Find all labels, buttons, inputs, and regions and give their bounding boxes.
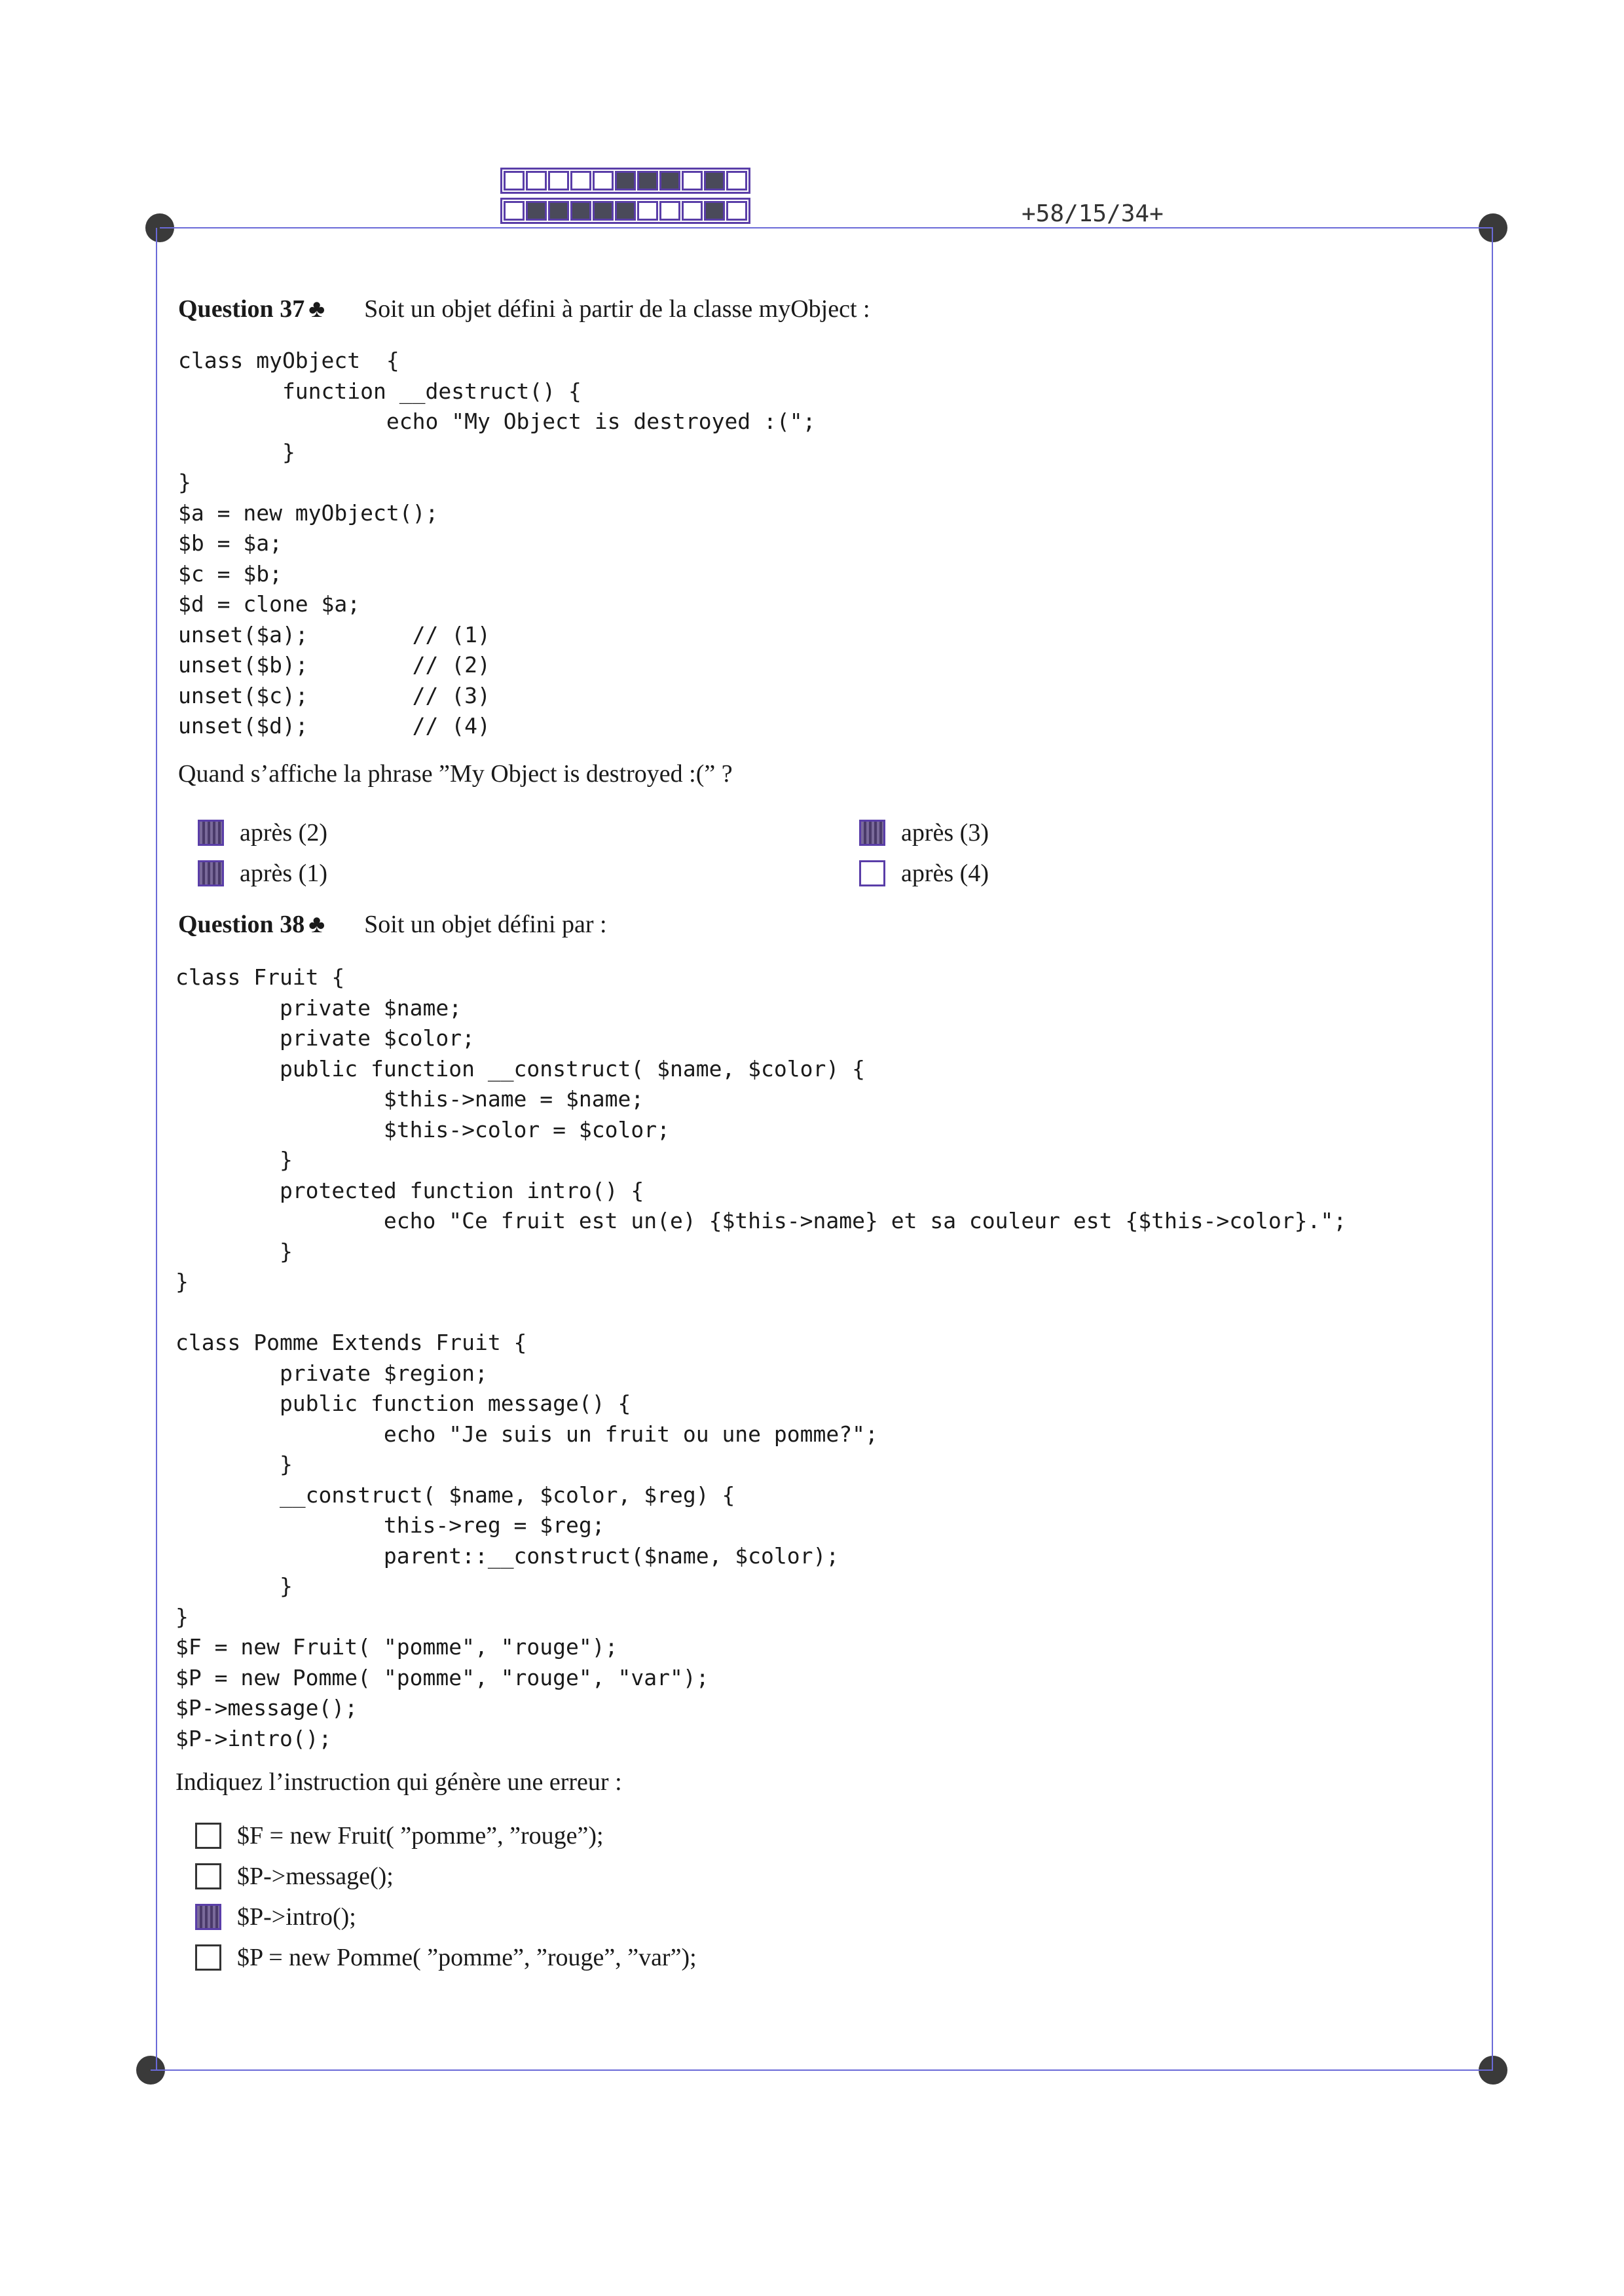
code-cell [593, 171, 614, 191]
answer-label: après (4) [901, 860, 989, 887]
code-cell [504, 171, 525, 191]
question-38-header [178, 910, 607, 939]
answer-label: $P->message(); [237, 1863, 394, 1890]
answer-label: après (1) [240, 860, 327, 887]
page-identifier: +58/15/34+ [1022, 200, 1164, 227]
code-cell [504, 201, 525, 221]
checkbox-checked[interactable] [198, 820, 224, 846]
frame-right [1492, 228, 1493, 2070]
checkbox[interactable] [195, 1944, 221, 1971]
answer-label: après (3) [901, 819, 989, 847]
frame-left [156, 228, 157, 2070]
code-cell [615, 171, 636, 191]
q37-answer-1[interactable] [198, 818, 327, 847]
code-cell [637, 171, 658, 191]
page-code-row-1 [500, 168, 750, 194]
code-cell [659, 171, 680, 191]
frame-bottom [151, 2069, 1493, 2071]
q38-answer-4[interactable] [195, 1943, 697, 1972]
question-38-prompt: Indiquez l’instruction qui génère une erreur : [175, 1768, 622, 1796]
code-cell [570, 201, 591, 221]
frame-top [160, 227, 1493, 228]
code-cell [615, 201, 636, 221]
code-cell [682, 171, 703, 191]
code-cell [570, 171, 591, 191]
code-cell [704, 171, 725, 191]
question-37-label: Question 37 [178, 295, 305, 323]
code-cell [704, 201, 725, 221]
code-cell [726, 171, 747, 191]
code-cell [659, 201, 680, 221]
q37-answer-4[interactable] [859, 859, 989, 888]
checkbox-checked[interactable] [195, 1904, 221, 1930]
question-37-header [178, 295, 870, 323]
q37-answer-3[interactable] [198, 859, 327, 888]
answer-label: $P = new Pomme( ”pomme”, ”rouge”, ”var”); [237, 1944, 697, 1971]
q38-answer-1[interactable] [195, 1821, 604, 1850]
code-cell [526, 201, 547, 221]
code-cell [726, 201, 747, 221]
code-cell [526, 171, 547, 191]
answer-label: $P->intro(); [237, 1903, 356, 1931]
answer-label: $F = new Fruit( ”pomme”, ”rouge”); [237, 1822, 604, 1850]
answer-label: après (2) [240, 819, 327, 847]
q38-answer-3[interactable] [195, 1903, 356, 1931]
checkbox[interactable] [859, 860, 885, 886]
q38-answer-2[interactable] [195, 1862, 394, 1891]
question-38-code: class Fruit { private $name; private $color; public function __construct( $name, $color) { $this->name = $name; $this->color = $color; } protected function intro() { echo "Ce fruit est un(e) {$this->name} et sa couleur est {$this->color}."; } } class Pomme Extends Fruit { private $region; public function message() { echo "Je suis un fruit ou une pomme?"; } __construct( $name, $color, $reg) { this->reg = $reg; parent::__construct($name, $color); } } $F = new Fruit( "pomme", "rouge"); $P = new Pomme( "pomme", "rouge", "var"); $P->message(); $P->intro(); [175, 964, 1347, 1751]
question-38-label: Question 38 [178, 911, 305, 938]
code-cell [682, 201, 703, 221]
question-37-prompt: Quand s’affiche la phrase ”My Object is destroyed :(” ? [178, 760, 733, 788]
club-icon: ♣ [308, 911, 325, 938]
checkbox[interactable] [195, 1863, 221, 1889]
code-cell [548, 201, 569, 221]
checkbox-checked[interactable] [198, 860, 224, 886]
q37-answer-2[interactable] [859, 818, 989, 847]
question-37-code: class myObject { function __destruct() { echo "My Object is destroyed :("; } } $a = new myObject(); $b = $a; $c = $b; $d = clone $a; unset($a); // (1) unset($b); // (2) unset($c); // (3) unset($d); // (4) [178, 348, 816, 738]
code-cell [593, 201, 614, 221]
code-cell [548, 171, 569, 191]
question-37-text: Soit un objet défini à partir de la classe myObject : [364, 295, 870, 323]
page-code-row-2 [500, 198, 750, 224]
code-cell [637, 201, 658, 221]
checkbox-checked[interactable] [859, 820, 885, 846]
checkbox[interactable] [195, 1823, 221, 1849]
question-38-text: Soit un objet défini par : [364, 911, 607, 938]
club-icon: ♣ [308, 295, 325, 323]
